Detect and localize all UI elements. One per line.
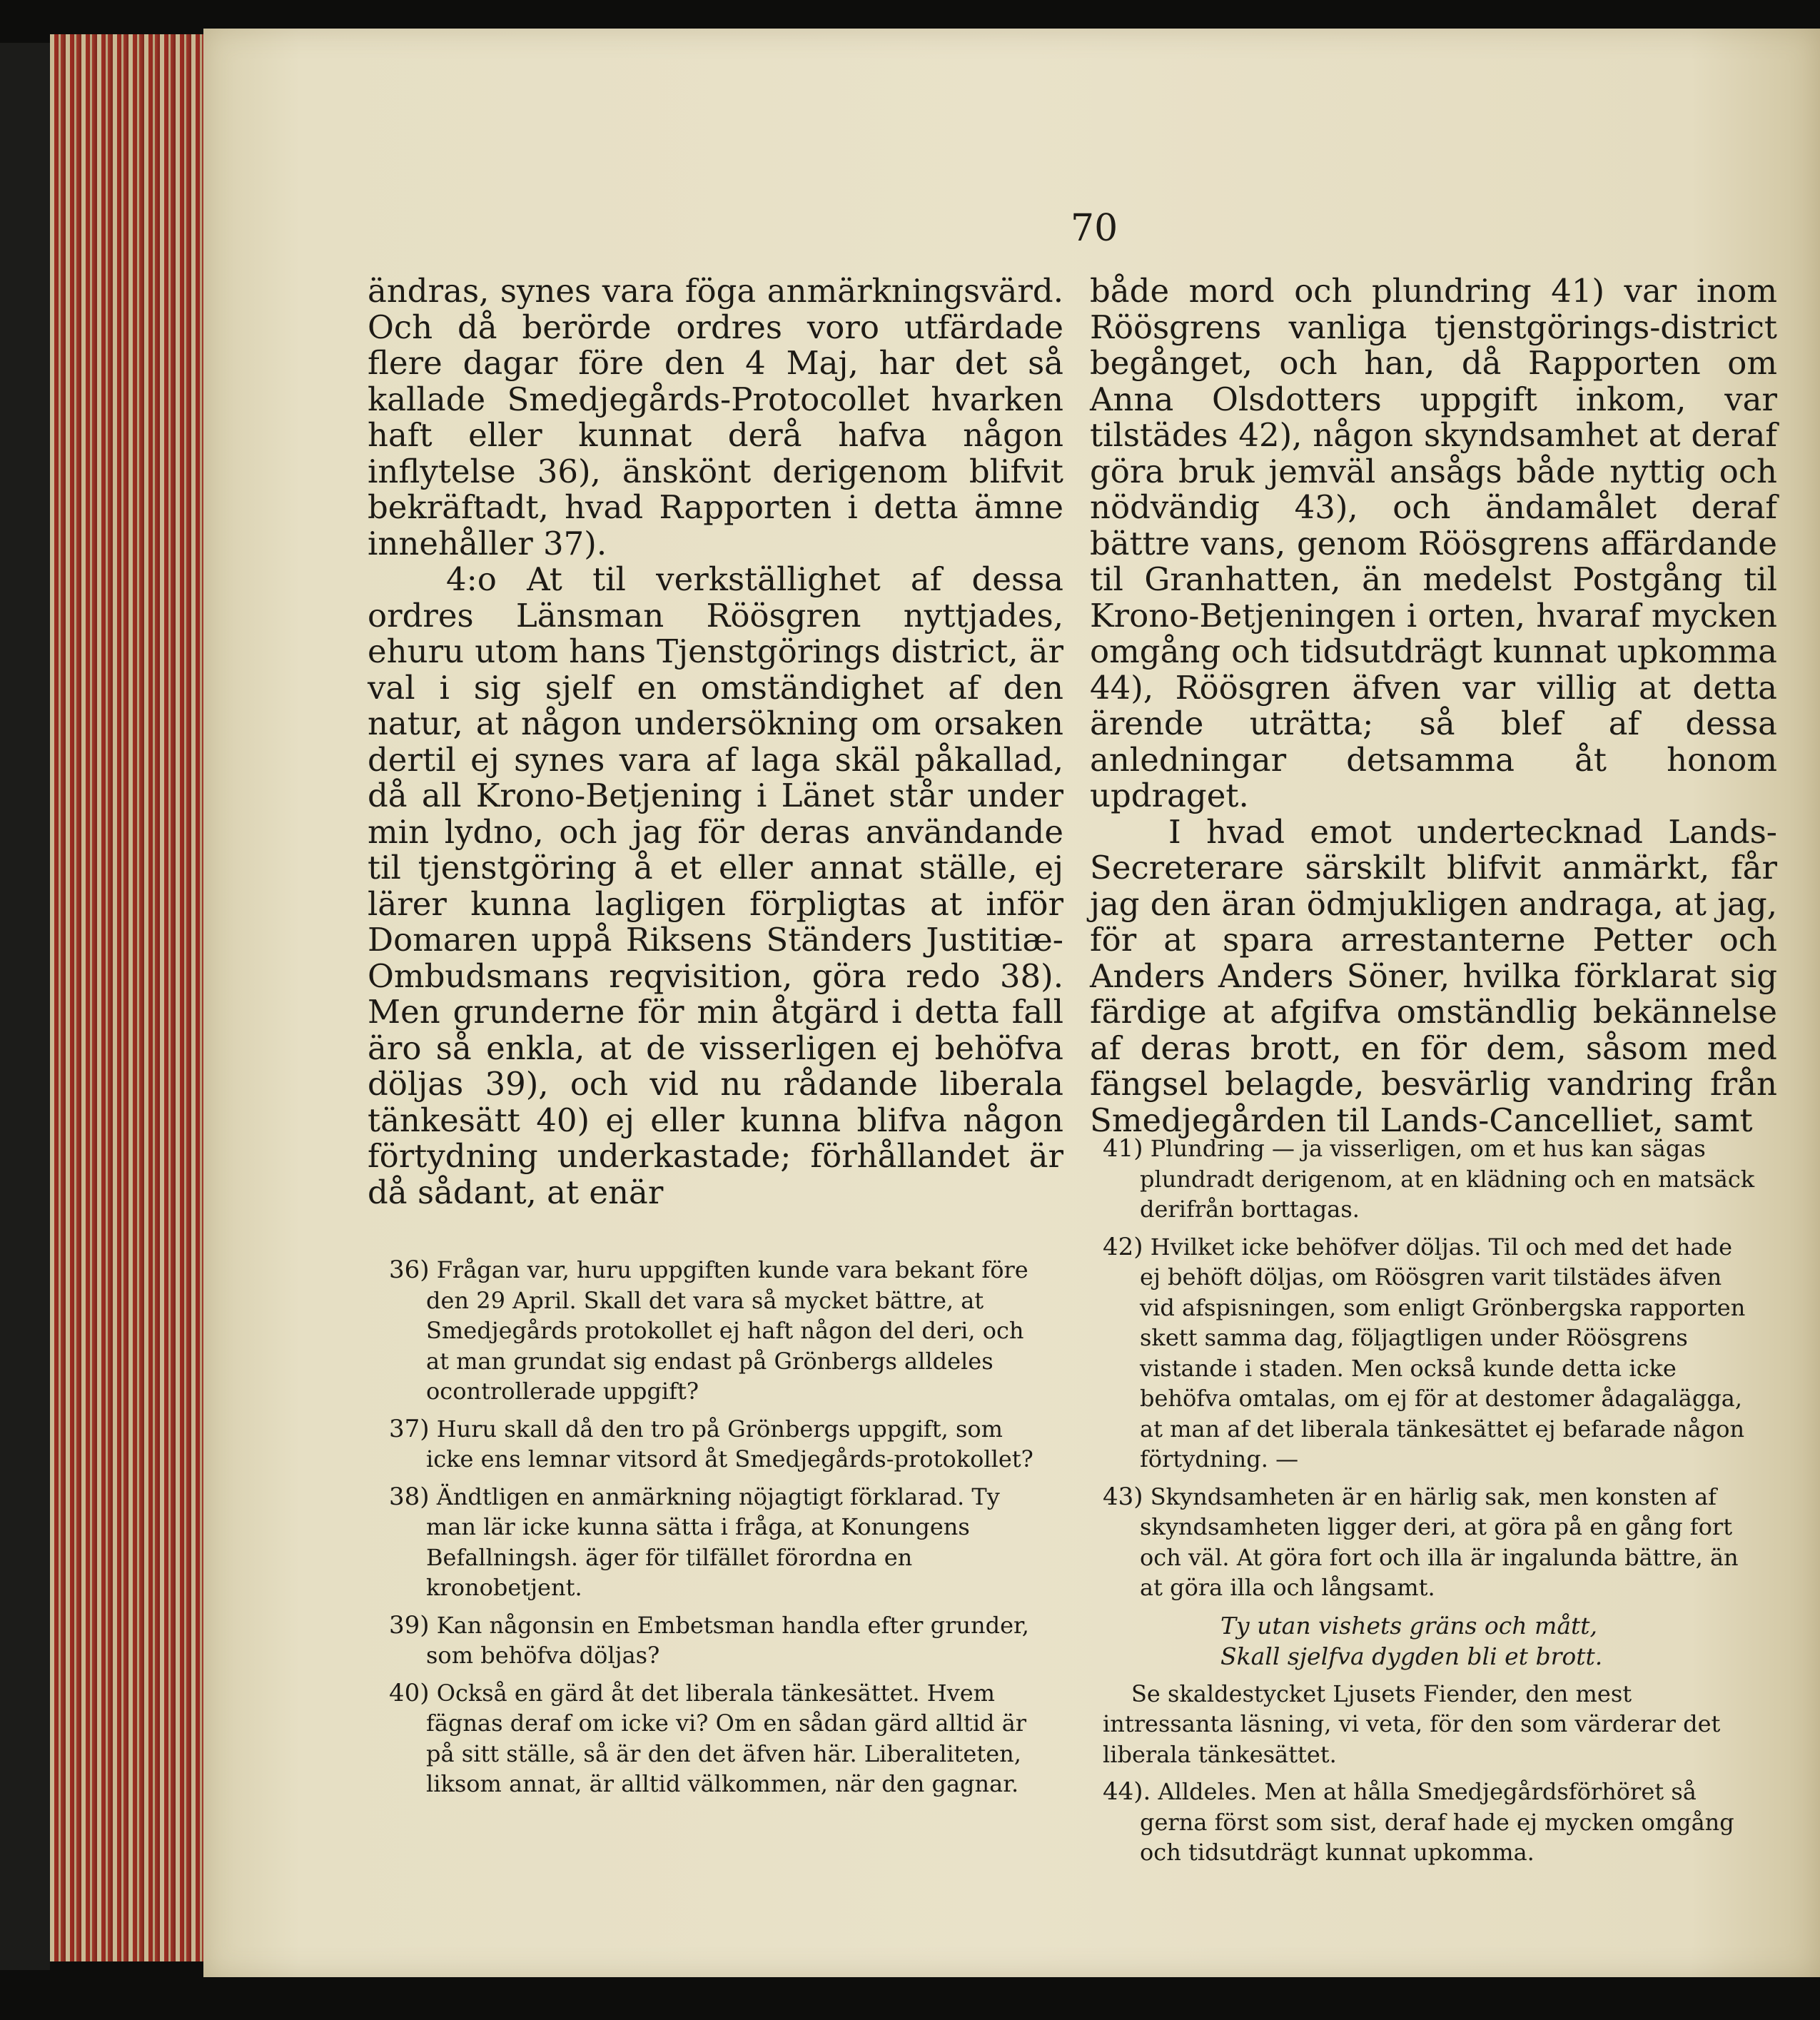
footnote-37: 37) Huru skall då den tro på Grönbergs uppgift, som icke ens lemnar vitsord åt Smedjegårds-protokollet?: [389, 1414, 1033, 1473]
right-column: [1090, 273, 1777, 1138]
page-edges: [50, 34, 207, 1961]
verse-line-1: Ty utan vishets gräns och mått,: [1220, 1611, 1597, 1640]
page-number: 70: [1071, 207, 1118, 250]
footnote-39: 39) Kan någonsin en Embetsman handla efter grunder, som behöfva döljas?: [389, 1610, 1029, 1669]
footnote-38: 38) Ändtligen en anmärkning nöjagtigt förklarad. Ty man lär icke kunna sätta i fråga, at Konungens Befallningsh. äger för tilfället förordna en kronobetjent.: [389, 1482, 1000, 1601]
footnote-36: 36) Frågan var, huru uppgiften kunde vara bekant före den 29 April. Skall det vara så mycket bättre, at Smedjegårds protokollet ej haft någon del deri, och at man grundat sig endast på Grönbergs alldeles ocontrollerade uppgift?: [389, 1256, 1028, 1405]
footnote-44: 44). Alldeles. Men at hålla Smedjegårdsförhöret så gerna först som sist, deraf hade ej mycken omgång och tidsutdrägt kunnat upkomma.: [1103, 1777, 1734, 1866]
verse-quote: [1103, 1610, 1759, 1672]
left-footnotes: [389, 1255, 1046, 1807]
right-paragraph-1: både mord och plundring 41) var inom Röösgrens vanliga tjenstgörings-district begånget, och han, då Rapporten om Anna Olsdotters uppgift inkom, var tilstädes 42), någon skyndsamhet at deraf göra bruk jemväl ansågs både nyttig och nödvändig 43), och ändamålet deraf bättre vans, genom Röösgrens affärdande til Granhatten, än medelst Postgång til Krono-Betjeningen i orten, hvaraf mycken omgång och tidsutdrägt kunnat upkomma 44), Röösgren äfven var villig at detta ärende uträtta; så blef af dessa anledningar detsamma åt honom updraget.: [1090, 272, 1777, 814]
footnote-40: 40) Också en gärd åt det liberala tänkesättet. Hvem fägnas deraf om icke vi? Om en sådan gärd alltid är på sitt ställe, så är den det äfven här. Liberaliteten, liksom annat, är alltid välkommen, när den gagnar.: [389, 1678, 1027, 1797]
left-column: [368, 273, 1063, 1211]
footnote-43-continuation: Se skaldestycket Ljusets Fiender, den mest intressanta läsning, vi veta, för den som värderar det liberala tänkesättet.: [1103, 1680, 1721, 1768]
left-paragraph-2: 4:o At til verkställighet af dessa ordres Länsman Röösgren nyttjades, ehuru utom hans Tjenstgörings district, är val i sig sjelf en omständighet af den natur, at någon undersökning om orsaken dertil ej synes vara af laga skäl påkallad, då all Krono-Betjening i Länet står under min lydno, och jag för deras användande til tjenstgöring å et eller annat ställe, ej lärer kunna lagligen förpligtas at inför Domaren uppå Riksens Ständers Justitiæ-Ombudsmans reqvisition, göra redo 38). Men grunderne för min åtgärd i detta fall äro så enkla, at de visserligen ej behöfva döljas 39), och vid nu rådande liberala tänkesätt 40) ej eller kunna blifva någon förtydning underkastade; förhållandet är då sådant, at enär: [368, 560, 1063, 1211]
right-footnotes: [1103, 1133, 1759, 1875]
verse-line-2: Skall sjelfva dygden bli et brott.: [1220, 1642, 1603, 1670]
left-paragraph-1: ändras, synes vara föga anmärkningsvärd. Och då berörde ordres voro utfärdade flere dagar före den 4 Maj, har det så kallade Smedjegårds-Protocollet hvarken haft eller kunnat derå hafva någon inflytelse 36), änskönt derigenom blifvit bekräftadt, hvad Rapporten i detta ämne innehåller 37).: [368, 272, 1063, 562]
right-paragraph-2: I hvad emot undertecknad Lands-Secreterare särskilt blifvit anmärkt, får jag den äran ödmjukligen andraga, at jag, för at spara arrestanterne Petter och Anders Anders Söner, hvilka förklarat sig färdige at afgifva omständlig bekännelse af deras brott, en för dem, såsom med fängsel belagde, besvärlig vandring från Smedjegården til Lands-Cancelliet, samt: [1090, 812, 1777, 1139]
book-cover-edge: [0, 43, 50, 1970]
footnote-42: 42) Hvilket icke behöfver döljas. Til och med det hade ej behöft döljas, om Röösgren varit tilstädes äfven vid afspisningen, som enligt Grönbergska rapporten skett samma dag, följagtligen under Röösgrens vistande i staden. Men också kunde detta icke behöfva omtalas, om ej för at destomer ådagalägga, at man af det liberala tänkesättet ej befarade någon förtydning. —: [1103, 1232, 1746, 1473]
footnote-41: 41) Plundring — ja visserligen, om et hus kan sägas plundradt derigenom, at en klädning och en matsäck derifrån borttagas.: [1103, 1134, 1755, 1223]
footnote-43: 43) Skyndsamheten är en härlig sak, men konsten af skyndsamheten ligger deri, at göra på en gång fort och väl. At göra fort och illa är ingalunda bättre, än at göra illa och långsamt.: [1103, 1482, 1739, 1601]
